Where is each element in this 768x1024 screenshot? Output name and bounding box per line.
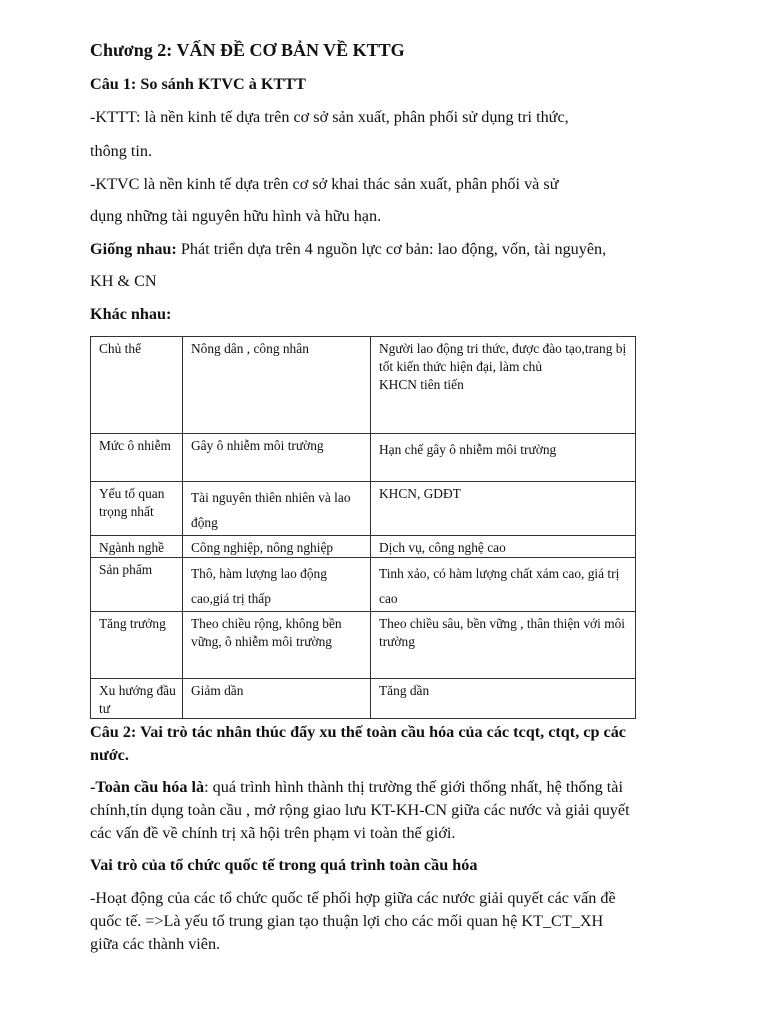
role-title: Vai trò của tổ chức quốc tế trong quá trình toàn cầu hóa [90,856,478,874]
table-cell: Yếu tố quan trọng nhất [91,482,183,536]
table-cell: Giảm dần [183,679,371,719]
table-cell: Thô, hàm lượng lao động cao,giá trị thấp [183,558,371,612]
chapter-title: Chương 2: VẤN ĐỀ CƠ BẢN VỀ KTTG [90,40,405,60]
table-cell: Tinh xảo, có hàm lượng chất xám cao, giá trị cao [371,558,636,612]
role-line-2: quốc tế. =>Là yếu tố trung gian tạo thuận lợi cho các mối quan hệ KT_CT_XH [90,912,604,930]
table-cell: Ngành nghề [91,536,183,558]
table-cell [371,337,636,434]
kttt-definition-line-2: thông tin. [90,142,153,160]
table-cell: Xu hướng đầu tư [91,679,183,719]
table-cell: Theo chiều rộng, không bền vững, ô nhiễm môi trường [183,612,371,679]
table-cell: Nông dân , công nhân [183,337,371,434]
table-row [91,558,636,612]
globalization-text: : quá trình hình thành thị trường thế giới thống nhất, hệ thống tài [204,778,623,796]
table-cell: Sản phẩm [91,558,183,612]
table-cell: Gây ô nhiễm môi trường [183,434,371,482]
table-row [91,482,636,536]
role-line-3: giữa các thành viên. [90,935,221,953]
question-2-title-line-2: nước. [90,746,129,764]
ktvc-definition-line-1: -KTVC là nền kinh tế dựa trên cơ sở khai thác sản xuất, phân phối và sử [90,175,559,193]
ktvc-definition-line-2: dụng những tài nguyên hữu hình và hữu hạn. [90,207,382,225]
table-row [91,536,636,558]
table-cell: Tăng dần [371,679,636,719]
difference-label: Khác nhau: [90,305,172,323]
cell-text: KHCN tiên tiến [379,377,464,392]
globalization-line-2: chính,tín dụng toàn cầu , mở rộng giao lưu KT-KH-CN giữa các nước và giải quyết [90,801,630,819]
table-cell: Chủ thể [91,337,183,434]
role-line-1: -Hoạt động của các tổ chức quốc tế phối hợp giữa các nước giải quyết các vấn đề [90,889,616,907]
similarity-paragraph [90,239,606,259]
comparison-table [90,336,636,719]
table-row [91,337,636,434]
globalization-definition [90,777,623,797]
table-cell: KHCN, GDĐT [371,482,636,536]
kttt-definition-line-1: -KTTT: là nền kinh tế dựa trên cơ sở sản xuất, phân phối sử dụng tri thức, [90,108,569,126]
cell-text: Người lao động tri thức, được đào tạo,trang bị tốt kiến thức hiện đại, làm chủ [379,341,627,374]
table-row [91,679,636,719]
question-1-title: Câu 1: So sánh KTVC à KTTT [90,75,306,93]
similarity-text: Phát triển dựa trên 4 nguồn lực cơ bản: lao động, vốn, tài nguyên, [176,240,607,258]
table-row [91,434,636,482]
table-cell: Hạn chế gây ô nhiễm môi trường [371,434,636,482]
question-2-title-line-1: Câu 2: Vai trò tác nhân thúc đẩy xu thế toàn cầu hóa của các tcqt, ctqt, cp các [90,723,626,741]
table-cell: Mức ô nhiễm [91,434,183,482]
table-cell: Theo chiều sâu, bền vững , thân thiện với môi trường [371,612,636,679]
table-row [91,612,636,679]
globalization-label: -Toàn cầu hóa là [90,778,205,796]
table-cell: Tài nguyên thiên nhiên và lao động [183,482,371,536]
similarity-label: Giống nhau: [90,240,177,258]
globalization-line-3: các vấn đề về chính trị xã hội trên phạm vi toàn thế giới. [90,824,456,842]
table-cell: Tăng trưởng [91,612,183,679]
table-cell: Công nghiệp, nông nghiệp [183,536,371,558]
similarity-line-2: KH & CN [90,272,157,290]
table-cell: Dịch vụ, công nghệ cao [371,536,636,558]
